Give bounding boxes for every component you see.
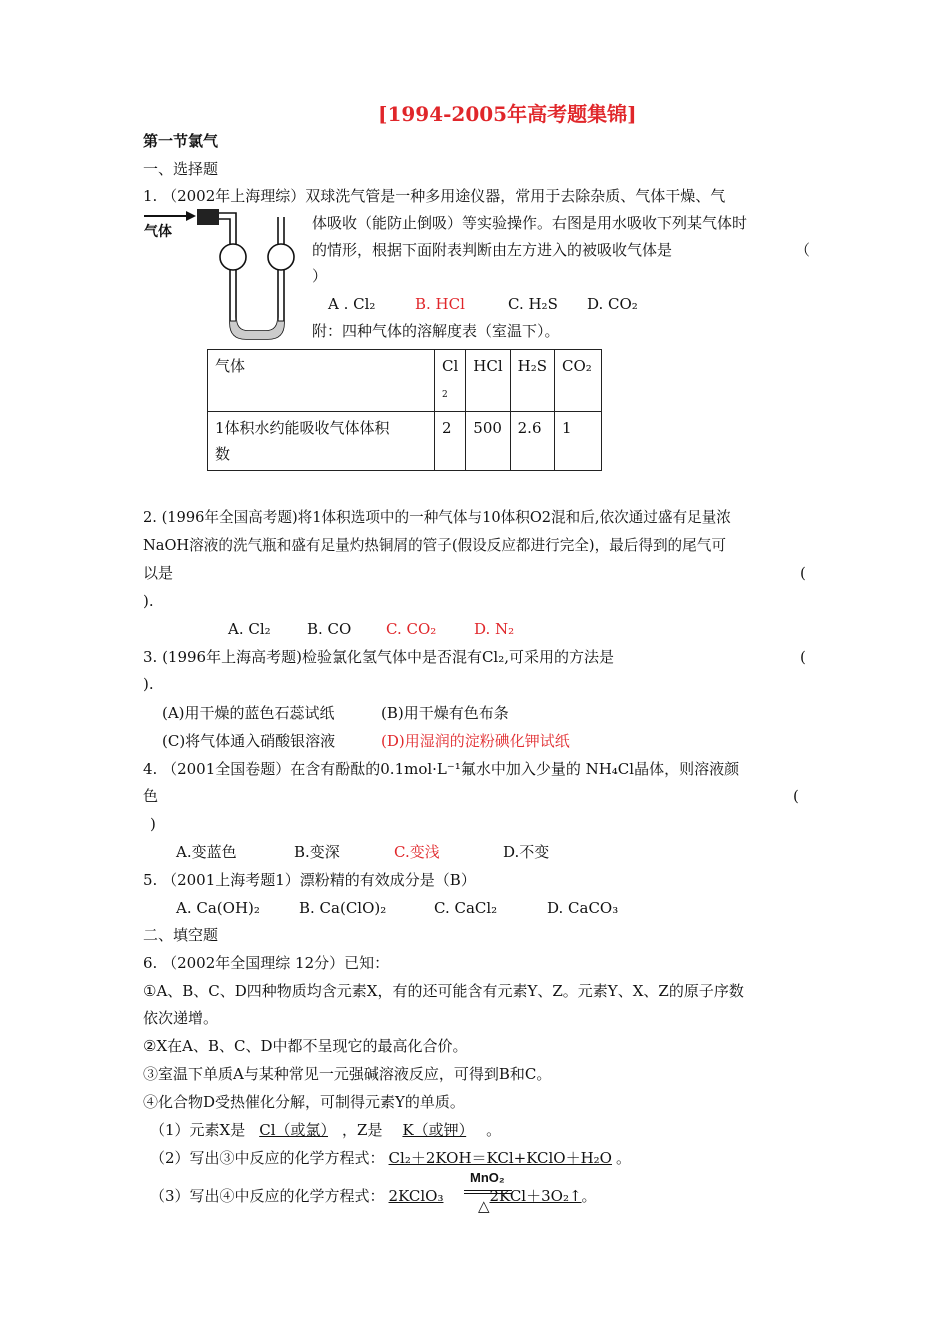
table-header-cell [510, 350, 554, 412]
table-cell [510, 412, 554, 471]
table-header-cell [208, 350, 435, 412]
q6-a3-prefix: （3）写出④中反应的化学方程式： [150, 1187, 385, 1205]
table-cell [555, 412, 602, 471]
q3-option-c: (C)将气体通入硝酸银溶液 [162, 732, 336, 750]
q1-option-d: D. CO₂ [587, 295, 638, 313]
q6-line-4: ②X在A、B、C、D中都不呈现它的最高化合价。 [143, 1037, 468, 1055]
q6-a3-end: 。 [581, 1187, 597, 1205]
q3-paren-close: ). [143, 675, 154, 693]
q3-option-b: (B)用干燥有色布条 [381, 704, 509, 722]
q1-line-1: 1. （2002年上海理综）双球洗气管是一种多用途仪器，常用于去除杂质、气体干燥、气 [143, 187, 726, 205]
header-gas: 气体 [215, 357, 246, 375]
q4-paren-open: ( [793, 787, 799, 805]
table-header-cell [466, 350, 510, 412]
q5-option-c: C. CaCl₂ [434, 899, 498, 917]
q6-line-6: ④化合物D受热催化分解，可制得元素Y的单质。 [143, 1093, 465, 1111]
part-heading-choice: 一、选择题 [143, 160, 219, 178]
q2-option-a: A. Cl₂ [228, 620, 271, 638]
q6-a1-mid: ，Z是 [342, 1121, 383, 1139]
q6-line-5: ③室温下单质A与某种常见一元强碱溶液反应，可得到B和C。 [143, 1065, 552, 1083]
q5-option-d: D. CaCO₃ [547, 899, 619, 917]
q6-a1-end: 。 [486, 1121, 502, 1139]
equation-bar-top [464, 1190, 512, 1191]
row-label-1: 1体积水约能吸收气体体积 [215, 419, 390, 437]
table-row [208, 350, 602, 412]
value-cl2: 2 [442, 419, 452, 437]
q6-a3-products: 2KCl＋3O₂↑ [489, 1187, 582, 1205]
q4-option-d: D.不变 [503, 843, 550, 861]
q6-a2-prefix: （2）写出③中反应的化学方程式： [150, 1149, 385, 1167]
q4-line-2: 色 [143, 787, 159, 805]
q4-option-a: A.变蓝色 [176, 843, 237, 861]
q3-paren-open: ( [800, 648, 806, 666]
value-co2: 1 [562, 419, 572, 437]
q2-option-d: D. N₂ [474, 620, 515, 638]
q6-answer-3 [150, 1186, 597, 1206]
table-cell [466, 412, 510, 471]
header-cl: Cl [442, 357, 459, 375]
q6-line-1: 6. （2002年全国理综 12分）已知： [143, 954, 390, 972]
q6-a1-element-x: Cl（或氯） [259, 1121, 329, 1139]
q2-line-3: 以是 [143, 564, 174, 582]
q6-a2-equation: Cl₂＋2KOH＝KCl+KClO＋H₂O [388, 1149, 612, 1167]
table-cell [435, 412, 466, 471]
figure-label-gas: 气体 [144, 224, 172, 240]
q6-a1-element-z: K（或钾） [402, 1121, 467, 1139]
equation-bar-bottom [464, 1193, 512, 1194]
q2-option-b: B. CO [307, 620, 352, 638]
header-cl-sub: 2 [442, 390, 448, 400]
q3-option-d: (D)用湿润的淀粉碘化钾试纸 [381, 732, 570, 750]
q6-a2-end: 。 [615, 1149, 631, 1167]
section-heading: 第一节氯气 [143, 132, 219, 150]
header-h2s: H₂S [517, 357, 548, 375]
solubility-table [207, 349, 602, 471]
q2-paren-open: ( [800, 564, 806, 582]
table-header-cell [555, 350, 602, 412]
q2-option-c: C. CO₂ [386, 620, 437, 638]
part-heading-fill: 二、填空题 [143, 926, 219, 944]
q6-a1-prefix: （1）元素X是 [150, 1121, 246, 1139]
header-hcl: HCl [473, 357, 503, 375]
q6-answer-2 [150, 1148, 631, 1168]
q3-line-1: 3. (1996年上海高考题)检验氯化氢气体中是否混有Cl₂,可采用的方法是 [143, 648, 615, 666]
value-hcl: 500 [473, 419, 502, 437]
q6-line-3: 依次递增。 [143, 1009, 219, 1027]
q5-line-1: 5. （2001上海考题1）漂粉精的有效成分是（B） [143, 871, 476, 889]
q2-paren-close: ). [143, 592, 154, 610]
row-label-2: 数 [215, 445, 231, 463]
q3-option-a: (A)用干燥的蓝色石蕊试纸 [162, 704, 335, 722]
q4-option-b: B.变深 [294, 843, 340, 861]
q5-option-a: A. Ca(OH)₂ [176, 899, 260, 917]
q1-paren-close: ） [312, 267, 328, 285]
q1-option-b: B. HCl [415, 295, 465, 313]
q1-table-note: 附：四种气体的溶解度表（室温下）。 [312, 322, 560, 340]
q4-line-1: 4. （2001全国卷题）在含有酚酞的0.1mol·L⁻¹氟水中加入少量的 NH₄Cl晶体，则溶液颜 [143, 760, 740, 778]
page-title: [1994-2005年高考题集锦] [378, 102, 637, 126]
heat-symbol: △ [478, 1197, 490, 1215]
q2-line-1: 2. (1996年全国高考题)将1体积选项中的一种气体与10体积O2混和后,依次通过盛有足量浓 [143, 509, 731, 526]
q1-option-a: A . Cl₂ [328, 295, 376, 313]
table-header-cell [435, 350, 466, 412]
q5-option-b: B. Ca(ClO)₂ [299, 899, 387, 917]
q1-option-c: C. H₂S [508, 295, 558, 313]
catalyst-label: MnO₂ [470, 1170, 505, 1185]
q1-line-2: 体吸收（能防止倒吸）等实验操作。右图是用水吸收下列某气体时 [312, 214, 748, 232]
q6-line-2: ①A、B、C、D四种物质均含元素X，有的还可能含有元素Y、Z。元素Y、X、Z的原子序数 [143, 982, 744, 1000]
table-cell [208, 412, 435, 471]
q1-line-3: 的情形，根据下面附表判断由左方进入的被吸收气体是 [312, 241, 673, 259]
q6-answer-1 [150, 1120, 501, 1140]
q4-option-c: C.变浅 [394, 843, 440, 861]
value-h2s: 2.6 [517, 419, 542, 437]
q2-line-2: NaOH溶液的洗气瓶和盛有足量灼热铜屑的管子(假设反应都进行完全)，最后得到的尾气可 [143, 537, 726, 554]
table-row [208, 412, 602, 471]
header-co2: CO₂ [562, 357, 592, 375]
q4-paren-close: ) [150, 815, 156, 833]
q1-paren-open: （ [795, 241, 811, 259]
q6-a3-reactant: 2KClO₃ [388, 1187, 444, 1205]
